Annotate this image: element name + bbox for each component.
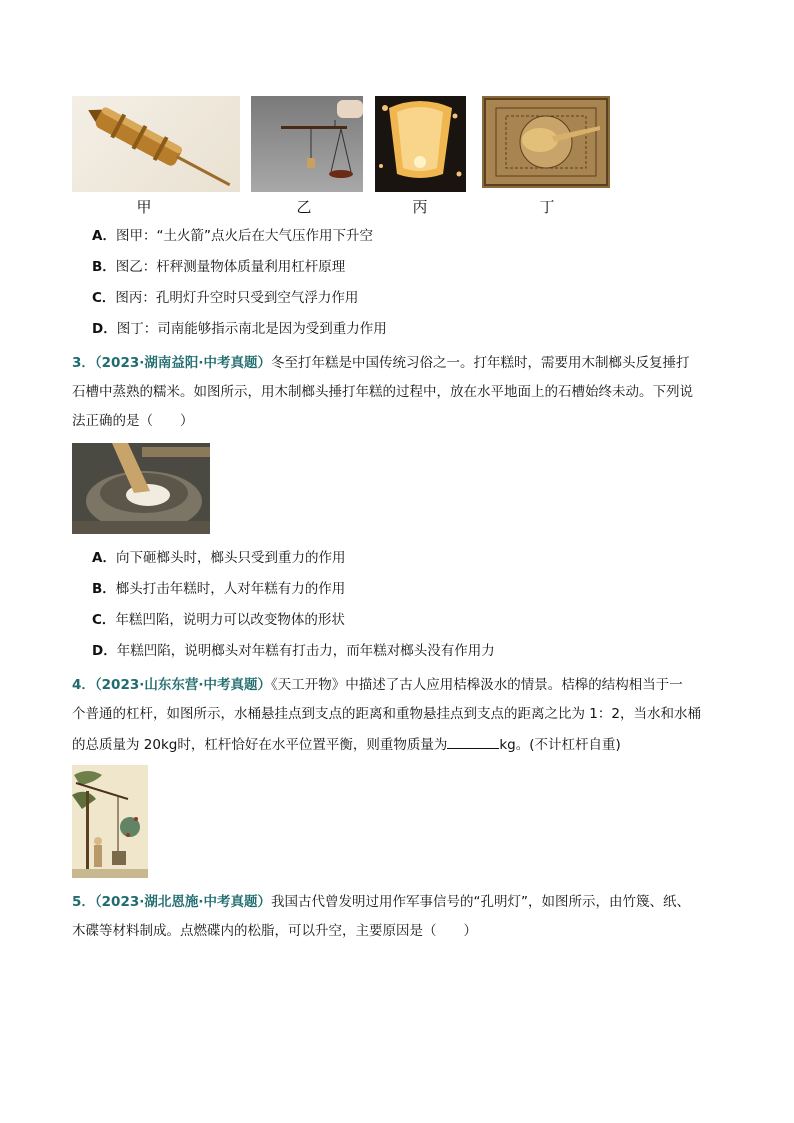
question-text: 法正确的是（ ） xyxy=(72,413,194,429)
option-letter: D． xyxy=(92,643,117,659)
q3-option-d xyxy=(92,642,495,660)
figure-jia-fire-rocket xyxy=(72,96,240,192)
question-number: 3． xyxy=(72,355,95,371)
option-letter: A． xyxy=(92,228,116,244)
q4-stem-line3 xyxy=(72,736,621,754)
question-text: 的总质量为 20kg时，杠杆恰好在水平位置平衡，则重物质量为 xyxy=(72,737,448,753)
q2-option-a xyxy=(92,227,373,245)
question-source: （2023·山东东营·中考真题） xyxy=(94,677,271,693)
option-text: 图乙：杆秤测量物体质量利用杠杆原理 xyxy=(115,259,346,275)
option-letter: B． xyxy=(92,259,116,275)
question-source: （2023·湖南益阳·中考真题） xyxy=(94,355,271,371)
q3-option-c xyxy=(92,611,345,629)
figure-ding-sinan-compass xyxy=(482,96,610,188)
figure-bing-sky-lantern xyxy=(375,96,466,192)
option-text: 图甲：“土火箭”点火后在大气压作用下升空 xyxy=(115,228,373,244)
caption-yi: 乙 xyxy=(296,198,312,216)
q3-stem-line2 xyxy=(72,383,693,401)
q3-stem-line3 xyxy=(72,412,194,430)
q3-stem-line1 xyxy=(72,354,690,372)
option-text: 年糕凹陷，说明榔头对年糕有打击力，而年糕对榔头没有作用力 xyxy=(116,643,495,659)
question-text: 《天工开物》中描述了古人应用桔槔汲水的情景。桔槔的结构相当于一 xyxy=(271,677,683,693)
option-letter: C． xyxy=(92,612,116,628)
option-text: 图丙：孔明灯升空时只受到空气浮力作用 xyxy=(115,290,359,306)
question-text: 木碟等材料制成。点燃碟内的松脂，可以升空，主要原因是（ ） xyxy=(72,923,477,939)
question-text: 个普通的杠杆，如图所示，水桶悬挂点到支点的距离和重物悬挂点到支点的距离之比为 1：2，当水和水桶 xyxy=(72,706,701,722)
q2-option-b xyxy=(92,258,345,276)
question-text: kg。(不计杠杆自重) xyxy=(499,737,621,753)
option-text: 图丁：司南能够指示南北是因为受到重力作用 xyxy=(116,321,387,337)
question-number: 4． xyxy=(72,677,95,693)
q2-option-c xyxy=(92,289,358,307)
option-letter: A． xyxy=(92,550,116,566)
option-letter: C． xyxy=(92,290,116,306)
figure-q3-rice-cake-mortar xyxy=(72,443,210,534)
q4-stem-line1 xyxy=(72,676,683,694)
question-text: 冬至打年糕是中国传统习俗之一。打年糕时，需要用木制榔头反复捶打 xyxy=(271,355,690,371)
question-text: 石槽中蒸熟的糯米。如图所示，用木制榔头捶打年糕的过程中，放在水平地面上的石槽始终未动。下列说 xyxy=(72,384,693,400)
caption-ding: 丁 xyxy=(539,198,555,216)
figure-q4-well-sweep xyxy=(72,765,148,878)
q4-stem-line2 xyxy=(72,705,701,723)
caption-jia: 甲 xyxy=(136,198,152,216)
question-text: 我国古代曾发明过用作军事信号的“孔明灯”，如图所示，由竹篾、纸、 xyxy=(271,894,690,910)
q5-stem-line1 xyxy=(72,893,690,911)
question-source: （2023·湖北恩施·中考真题） xyxy=(94,894,271,910)
caption-bing: 丙 xyxy=(412,198,428,216)
question-number: 5． xyxy=(72,894,95,910)
option-text: 年糕凹陷，说明力可以改变物体的形状 xyxy=(115,612,345,628)
option-text: 向下砸榔头时，榔头只受到重力的作用 xyxy=(115,550,346,566)
option-letter: B． xyxy=(92,581,116,597)
answer-blank[interactable] xyxy=(447,736,499,749)
q3-option-a xyxy=(92,549,345,567)
q3-option-b xyxy=(92,580,345,598)
option-letter: D． xyxy=(92,321,117,337)
figure-yi-steelyard xyxy=(251,96,363,192)
option-text: 榔头打击年糕时，人对年糕有力的作用 xyxy=(115,581,346,597)
q5-stem-line2 xyxy=(72,922,477,940)
q2-option-d xyxy=(92,320,387,338)
